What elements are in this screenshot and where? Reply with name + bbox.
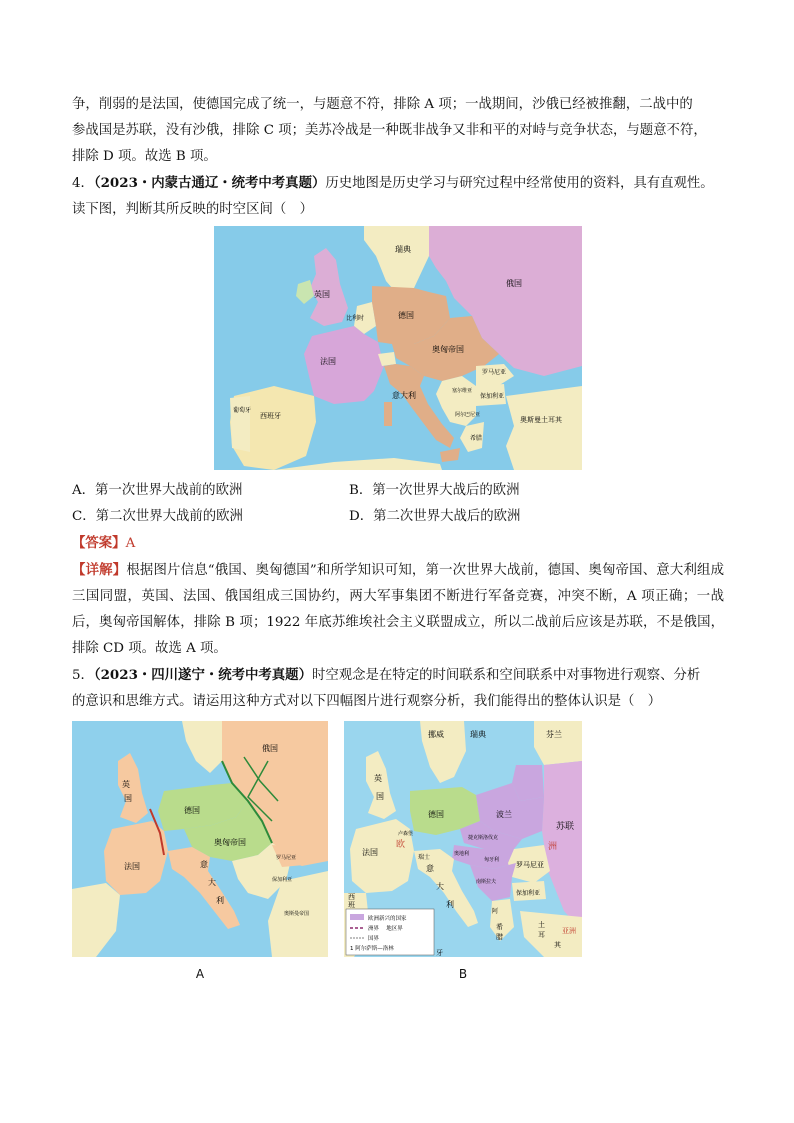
q5a-label-uk2: 国 [124, 794, 132, 803]
q4-detail-tag: 【详解】 [72, 562, 127, 578]
q5b-label-yugo: 南斯拉夫 [476, 879, 497, 885]
q4-source: （2023・内蒙古通辽・统考中考真题） [93, 175, 326, 191]
q5b-legend-2: 洲界 地区界 [368, 926, 403, 932]
q5b-label-uk2: 国 [376, 792, 384, 801]
q4-label-romania: 罗马尼亚 [482, 369, 507, 376]
q5b-legend-1: 欧洲新兴的国家 [368, 916, 407, 922]
q5b-label-europe1: 欧 [396, 840, 406, 850]
q5b-label-italy1: 意 [426, 864, 434, 873]
page [72, 92, 724, 983]
q4-label-italy: 意大利 [392, 391, 416, 400]
q5-caption-a: A [195, 967, 205, 981]
q5b-label-europe2: 洲 [548, 842, 558, 852]
q4-label-belgium: 比利时 [346, 315, 365, 322]
q5b-label-turkey2: 耳 [538, 931, 545, 939]
q5b-label-poland: 波兰 [496, 810, 512, 819]
q4-option-b[interactable]: B．第一次世界大战后的欧洲 [349, 483, 520, 498]
q4-label-portugal: 葡萄牙 [233, 407, 252, 414]
q4-label-sweden: 瑞典 [395, 245, 411, 254]
q4-stem [72, 170, 724, 197]
q5b-label-romania: 罗马尼亚 [516, 861, 544, 869]
q5-maps [72, 721, 724, 983]
q4-label-russia: 俄国 [506, 279, 522, 288]
q5a-label-ottoman: 奥斯曼帝国 [284, 911, 310, 917]
q5a-label-italy1: 意 [200, 860, 208, 869]
q4-option-c[interactable]: C．第二次世界大战前的欧洲 [72, 509, 243, 524]
q5b-label-albania: 阿 [492, 908, 499, 915]
q5-figure-b [344, 721, 582, 983]
q4-answer-value: A [125, 536, 136, 551]
q5a-label-romania: 罗马尼亚 [276, 855, 297, 861]
q5b-label-uk: 英 [374, 774, 382, 783]
q5b-label-hungary: 匈牙利 [484, 857, 500, 863]
q5a-label-uk: 英 [122, 780, 130, 789]
q4-label-france: 法国 [320, 357, 336, 366]
q5b-label-greece1: 希 [496, 923, 503, 931]
q5b-label-spain3: 牙 [436, 949, 443, 957]
q4-label-greece: 希腊 [470, 435, 483, 442]
q5b-label-germany: 德国 [428, 810, 444, 819]
q5b-label-finland: 芬兰 [546, 730, 562, 739]
q5-stem [72, 662, 724, 689]
q5b-label-spain1: 西 [348, 893, 355, 901]
q5b-legend-3: 国界 [368, 936, 380, 942]
q5b-label-italy2: 大 [436, 882, 444, 891]
q5a-label-austria: 奥匈帝国 [214, 838, 246, 847]
q5b-label-spain2: 班 [348, 901, 355, 909]
q4-label-bulgaria: 保加利亚 [480, 393, 505, 400]
q4-answer [72, 530, 724, 557]
q5b-label-asia: 亚洲 [562, 927, 576, 935]
q3-explanation-line3: 排除 D 项。故选 B 项。 [72, 149, 217, 164]
q5a-label-italy2: 大 [208, 878, 216, 887]
q5-figure-a [72, 721, 328, 983]
q5a-label-germany: 德国 [184, 806, 200, 815]
q4-label-austria: 奥匈帝国 [432, 345, 464, 354]
q5b-label-norway: 挪威 [428, 730, 444, 739]
q5b-label-czech: 捷克斯洛伐克 [468, 835, 499, 841]
q4-label-germany: 德国 [398, 311, 414, 320]
q4-detail-text: 根据图片信息“俄国、奥匈德国”和所学知识可知，第一次世界大战前，德国、奥匈帝国、意大利组成三国同盟，英国、法国、俄国组成三国协约，两大军事集团不断进行军备竞赛，冲突不断，A 项正确；一战后，奥匈帝国解体，排除 B 项；1922 年底苏维埃社会主义联盟成立，所以二战前后应该是苏联，不是俄国，排除 CD 项。故选 A 项。 [72, 563, 724, 656]
q5b-label-turkey1: 土 [538, 921, 545, 929]
q5b-label-greece2: 腊 [496, 933, 503, 941]
q5a-label-france: 法国 [124, 862, 140, 871]
q5b-label-lux: 卢森堡 [398, 831, 414, 837]
q4-map-europe-1914 [214, 226, 582, 470]
q4-stem-line2: 读下图，判断其所反映的时空区间（ ） [72, 202, 314, 217]
q5b-label-ussr: 苏联 [556, 822, 575, 832]
q5-number: 5． [72, 668, 94, 683]
q5a-label-bulgaria: 保加利亚 [272, 877, 293, 883]
q5b-label-swiss: 瑞士 [418, 854, 431, 861]
q4-label-ottoman: 奥斯曼土耳其 [520, 416, 562, 424]
q5b-legend-4: 1 阿尔萨斯—洛林 [350, 946, 394, 952]
q4-number: 4． [72, 176, 94, 191]
q5-stem-line2: 的意识和思维方式。请运用这种方式对以下四幅图片进行观察分析，我们能得出的整体认识是（ ） [72, 694, 662, 709]
q3-explanation-line1: 争，削弱的是法国，使德国完成了统一，与题意不符，排除 A 项；一战期间，沙俄已经被推翻，二战中的 [72, 97, 693, 112]
q4-label-spain: 西班牙 [260, 412, 281, 420]
q4-answer-tag: 【答案】 [72, 535, 126, 551]
q4-options [72, 478, 724, 530]
q5a-label-russia: 俄国 [262, 744, 278, 753]
q5b-label-bulgaria: 保加利亚 [516, 890, 541, 897]
q5a-label-italy3: 利 [216, 896, 224, 905]
q4-label-serbia: 塞尔维亚 [452, 388, 473, 394]
q3-explanation-line2: 参战国是苏联，没有沙俄，排除 C 项；美苏冷战是一种既非战争又非和平的对峙与竞争状态，与题意不符， [72, 123, 707, 138]
q4-detail [72, 557, 724, 662]
q4-option-a[interactable]: A．第一次世界大战前的欧洲 [72, 483, 243, 498]
q5-stem-line1: 时空观念是在特定的时间联系和空间联系中对事物进行观察、分析 [311, 668, 701, 683]
q5-caption-b: B [458, 967, 468, 981]
q5-map-b-after-ww1 [344, 721, 582, 957]
q4-label-albania: 阿尔巴尼亚 [455, 412, 481, 418]
q5b-label-france: 法国 [362, 848, 378, 857]
q5-map-a-ww1 [72, 721, 328, 957]
q4-stem-line1: 历史地图是历史学习与研究过程中经常使用的资料，具有直观性。 [325, 176, 714, 191]
q4-option-d[interactable]: D．第二次世界大战后的欧洲 [349, 509, 521, 524]
q5b-label-turkey3: 其 [554, 941, 561, 949]
q5-source: （2023・四川遂宁・统考中考真题） [93, 667, 312, 683]
q4-label-uk: 英国 [314, 290, 330, 299]
q5b-label-sweden: 瑞典 [470, 730, 486, 739]
q5b-label-austria: 奥地利 [454, 851, 470, 857]
q5b-label-italy3: 利 [446, 900, 454, 909]
